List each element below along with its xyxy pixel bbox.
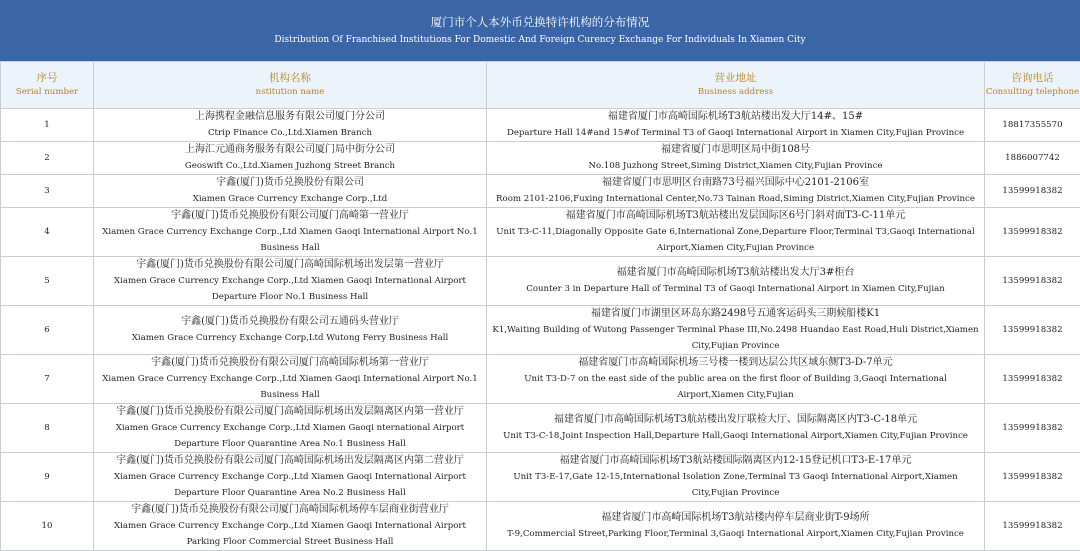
- name-en: Geoswift Co.,Ltd.Xiamen Juzhong Street Branch: [98, 158, 482, 174]
- name-zh: 宇鑫(厦门)货币兑换股份有限公司厦门高崎第一营业厅: [98, 208, 482, 224]
- telephone-cell: 1886007742: [985, 142, 1080, 175]
- address-zh: 福建省厦门市高崎国际机场T3航站楼出发大厅3#柜台: [491, 265, 980, 281]
- name-en: Xiamen Grace Currency Exchange Corp.,Ltd Xiamen Gaoqi International Airport Parking Floor Commercial Street Business Hall: [98, 518, 482, 550]
- column-header-address: [487, 62, 985, 109]
- name-en: Xiamen Grace Currency Exchange Corp.,Ltd Xiamen Gaoqi International Airport Departure Floor Quarantine Area No.2 Business Hall: [98, 469, 482, 501]
- serial-cell: 9: [1, 453, 94, 502]
- serial-cell: 6: [1, 306, 94, 355]
- telephone-cell: 13599918382: [985, 355, 1080, 404]
- column-header-name-zh: 机构名称: [94, 71, 486, 85]
- column-header-serial: [1, 62, 94, 109]
- name-zh: 上海携程金融信息服务有限公司厦门分公司: [98, 109, 482, 125]
- institutions-table: [0, 61, 1080, 551]
- table-row: [1, 208, 1080, 257]
- name-zh: 宇鑫(厦门)货币兑换股份有限公司厦门高崎国际机场出发层隔离区内第二营业厅: [98, 453, 482, 469]
- name-en: Xiamen Grace Currency Exchange Corp.,Ltd Xiamen Gaoqi International Airport Departure Floor No.1 Business Hall: [98, 273, 482, 305]
- column-header-address-en: Business address: [487, 85, 984, 100]
- address-cell: [487, 257, 985, 306]
- name-cell: [94, 404, 487, 453]
- name-zh: 宇鑫(厦门)货币兑换股份有限公司厦门高崎国际机场停车层商业街营业厅: [98, 502, 482, 518]
- serial-cell: 4: [1, 208, 94, 257]
- address-en: T-9,Commercial Street,Parking Floor,Terminal 3,Gaoqi International Airport,Xiamen City,Fujian Province: [491, 526, 980, 542]
- name-en: Xiamen Grace Currency Exchange Corp,Ltd Wutong Ferry Business Hall: [98, 330, 482, 346]
- address-zh: 福建省厦门市高崎国际机场T3航站楼内停车层商业街T-9场所: [491, 510, 980, 526]
- name-en: Xiamen Grace Currency Exchange Corp.,Ltd Xiamen Gaoqi nternational Airport Departure Floor Quarantine Area No.1 Business Hall: [98, 420, 482, 452]
- serial-cell: 5: [1, 257, 94, 306]
- address-cell: [487, 109, 985, 142]
- telephone-cell: 18817355570: [985, 109, 1080, 142]
- telephone-cell: 13599918382: [985, 257, 1080, 306]
- address-cell: [487, 175, 985, 208]
- table-header: [1, 62, 1080, 109]
- address-en: Departure Hall 14#and 15#of Terminal T3 of Gaoqi International Airport in Xiamen City,Fujian Province: [491, 125, 980, 141]
- name-cell: [94, 502, 487, 551]
- serial-cell: 1: [1, 109, 94, 142]
- table-row: [1, 355, 1080, 404]
- column-header-name: [94, 62, 487, 109]
- name-cell: [94, 175, 487, 208]
- name-en: Xiamen Grace Currency Exchange Corp.,Ltd Xiamen Gaoqi International Airport No.1 Business Hall: [98, 371, 482, 403]
- telephone-cell: 13599918382: [985, 175, 1080, 208]
- telephone-cell: 13599918382: [985, 502, 1080, 551]
- address-en: Unit T3-E-17,Gate 12-15,International Isolation Zone,Terminal T3 Gaoqi International Airport,Xiamen City,Fujian Province: [491, 469, 980, 501]
- column-header-serial-en: Serial number: [1, 85, 93, 100]
- table-body: [1, 109, 1080, 551]
- serial-cell: 3: [1, 175, 94, 208]
- table-row: [1, 404, 1080, 453]
- name-en: Ctrip Finance Co.,Ltd.Xiamen Branch: [98, 125, 482, 141]
- name-cell: [94, 355, 487, 404]
- address-cell: [487, 142, 985, 175]
- name-cell: [94, 109, 487, 142]
- table-row: [1, 109, 1080, 142]
- name-zh: 宇鑫(厦门)货币兑换股份有限公司厦门高崎国际机场出发层隔离区内第一营业厅: [98, 404, 482, 420]
- telephone-cell: 13599918382: [985, 453, 1080, 502]
- address-en: Unit T3-C-11,Diagonally Opposite Gate 6,International Zone,Departure Floor,Terminal T3,Gaoqi International Airport,Xiamen City,Fujian Province: [491, 224, 980, 256]
- address-zh: 福建省厦门市思明区台南路73号福兴国际中心2101-2106室: [491, 175, 980, 191]
- address-zh: 福建省厦门市高崎国际机场T3航站楼出发厅联检大厅、国际隔离区内T3-C-18单元: [491, 412, 980, 428]
- column-header-address-zh: 营业地址: [487, 71, 984, 85]
- telephone-cell: 13599918382: [985, 208, 1080, 257]
- serial-cell: 7: [1, 355, 94, 404]
- name-zh: 宇鑫(厦门)货币兑换股份有限公司: [98, 175, 482, 191]
- name-en: Xiamen Grace Currency Exchange Corp.,Ltd: [98, 191, 482, 207]
- address-cell: [487, 355, 985, 404]
- name-zh: 宇鑫(厦门)货币兑换股份有限公司厦门高崎国际机场第一营业厅: [98, 355, 482, 371]
- address-cell: [487, 453, 985, 502]
- table-row: [1, 142, 1080, 175]
- page-title-zh: 厦门市个人本外币兑换特许机构的分布情况: [0, 14, 1080, 30]
- address-zh: 福建省厦门市高崎国际机场T3航站楼国际隔离区内12-15登记机口T3-E-17单元: [491, 453, 980, 469]
- address-cell: [487, 404, 985, 453]
- address-zh: 福建省厦门市高崎国际机场T3航站楼出发层国际区6号门斜对面T3-C-11单元: [491, 208, 980, 224]
- name-cell: [94, 257, 487, 306]
- page-title-en: Distribution Of Franchised Institutions For Domestic And Foreign Curency Exchange For Individuals In Xiamen City: [0, 32, 1080, 48]
- serial-cell: 2: [1, 142, 94, 175]
- address-zh: 福建省厦门市高崎国际机场三号楼一楼到达层公共区域东侧T3-D-7单元: [491, 355, 980, 371]
- name-cell: [94, 208, 487, 257]
- column-header-serial-zh: 序号: [1, 71, 93, 85]
- address-zh: 福建省厦门市思明区局中街108号: [491, 142, 980, 158]
- column-header-telephone-zh: 咨询电话: [985, 71, 1080, 85]
- name-zh: 上海汇元通商务服务有限公司厦门局中街分公司: [98, 142, 482, 158]
- page-header: [0, 0, 1080, 61]
- name-cell: [94, 453, 487, 502]
- table-row: [1, 453, 1080, 502]
- column-header-name-en: nstitution name: [94, 85, 486, 100]
- name-cell: [94, 142, 487, 175]
- address-en: Unit T3-D-7 on the east side of the public area on the first floor of Building 3,Gaoqi International Airport,Xiamen City,Fujian: [491, 371, 980, 403]
- address-cell: [487, 502, 985, 551]
- name-en: Xiamen Grace Currency Exchange Corp.,Ltd Xiamen Gaoqi International Airport No.1 Business Hall: [98, 224, 482, 256]
- address-en: No.108 Juzhong Street,Siming District,Xiamen City,Fujian Province: [491, 158, 980, 174]
- name-zh: 宇鑫(厦门)货币兑换股份有限公司五通码头营业厅: [98, 314, 482, 330]
- telephone-cell: 13599918382: [985, 404, 1080, 453]
- telephone-cell: 13599918382: [985, 306, 1080, 355]
- table-row: [1, 306, 1080, 355]
- table-row: [1, 175, 1080, 208]
- address-en: K1,Waiting Building of Wutong Passenger Terminal Phase III,No.2498 Huandao East Road,Huli District,Xiamen City,Fujian Province: [491, 322, 980, 354]
- address-zh: 福建省厦门市高崎国际机场T3航站楼出发大厅14#、15#: [491, 109, 980, 125]
- name-zh: 宇鑫(厦门)货币兑换股份有限公司厦门高崎国际机场出发层第一营业厅: [98, 257, 482, 273]
- address-en: Room 2101-2106,Fuxing International Center,No.73 Tainan Road,Siming District,Xiamen City,Fujian Province: [491, 191, 980, 207]
- column-header-telephone-en: Consulting telephone: [985, 85, 1080, 100]
- address-en: Unit T3-C-18,Joint Inspection Hall,Departure Hall,Gaoqi International Airport,Xiamen City,Fujian Province: [491, 428, 980, 444]
- table-row: [1, 257, 1080, 306]
- address-en: Counter 3 in Departure Hall of Terminal T3 of Gaoqi International Airport in Xiamen City,Fujian: [491, 281, 980, 297]
- address-zh: 福建省厦门市湖里区环岛东路2498号五通客运码头三期候船楼K1: [491, 306, 980, 322]
- address-cell: [487, 208, 985, 257]
- serial-cell: 10: [1, 502, 94, 551]
- column-header-telephone: [985, 62, 1080, 109]
- serial-cell: 8: [1, 404, 94, 453]
- name-cell: [94, 306, 487, 355]
- address-cell: [487, 306, 985, 355]
- table-row: [1, 502, 1080, 551]
